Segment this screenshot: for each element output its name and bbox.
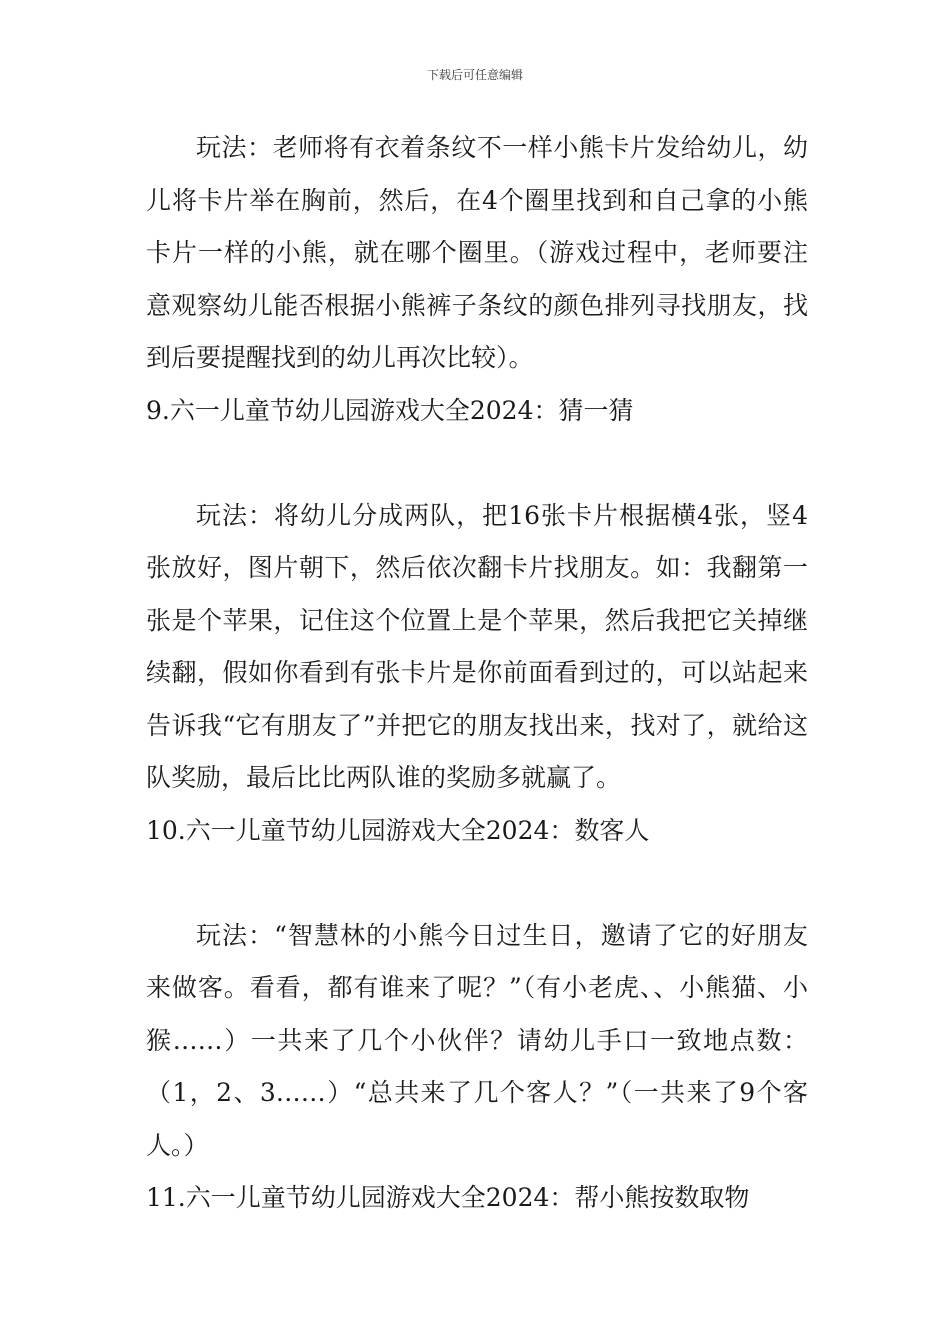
paragraph-game-8-rules: 玩法：老师将有衣着条纹不一样小熊卡片发给幼儿，幼儿将卡片举在胸前，然后，在4个圈里找到和自己拿的小熊卡片一样的小熊，就在哪个圈里。（游戏过程中，老师要注意观察幼儿能否根据小熊裤子条纹的颜色排列寻找朋友，找到后要提醒找到的幼儿再次比较）。 <box>146 133 808 372</box>
heading-game-10: 10.六一儿童节幼儿园游戏大全2024：数客人 <box>146 815 650 845</box>
page-header: 下载后可任意编辑 <box>426 68 523 82</box>
paragraph-spacer <box>146 437 808 490</box>
document-body <box>146 122 808 1225</box>
paragraph-game-10-rules: 玩法：“智慧林的小熊今日过生日，邀请了它的好朋友来做客。看看，都有谁来了呢？”（有小老虎、、小熊猫、小猴……）一共来了几个小伙伴？请幼儿手口一致地点数：（1，2、3……）“总共来了几个客人？”（一共来了9个客人。） <box>146 920 808 1160</box>
paragraph-game-9-rules: 玩法：将幼儿分成两队，把16张卡片根据横4张，竖4张放好，图片朝下，然后依次翻卡片找朋友。如：我翻第一张是个苹果，记住这个位置上是个苹果，然后我把它关掉继续翻，假如你看到有张卡片是你前面看到过的，可以站起来告诉我“它有朋友了”并把它的朋友找出来，找对了，就给这队奖励，最后比比两队谁的奖励多就赢了。 <box>146 500 808 792</box>
paragraph-spacer <box>146 857 808 910</box>
heading-game-11: 11.六一儿童节幼儿园游戏大全2024：帮小熊按数取物 <box>146 1183 750 1212</box>
heading-game-9: 9.六一儿童节幼儿园游戏大全2024：猜一猜 <box>146 395 634 425</box>
